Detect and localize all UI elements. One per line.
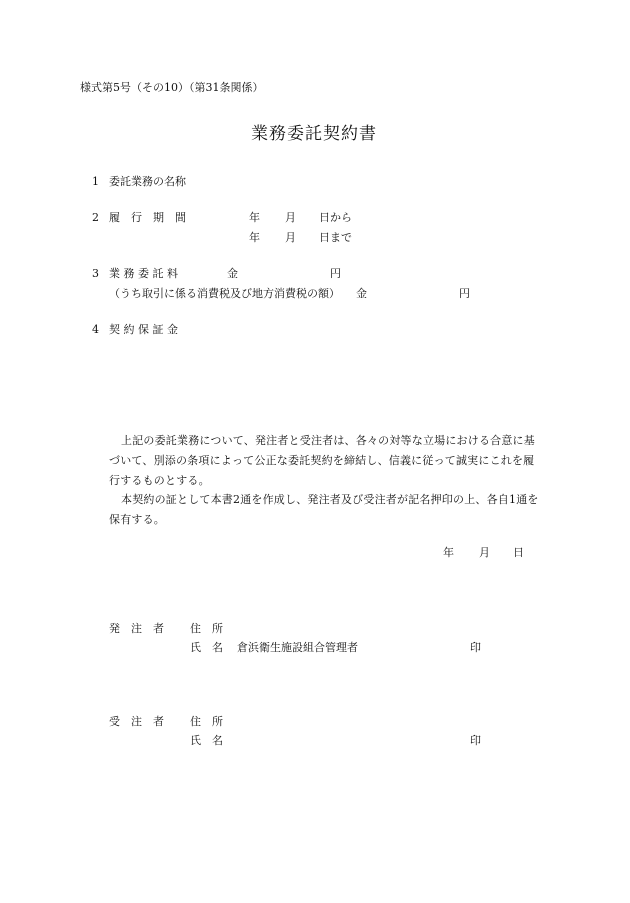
- paragraph-1-line-1: 上記の委託業務について、発注者と受注者は、各々の対等な立場における合意に基: [121, 434, 535, 447]
- item-3-label: 業 務 委 託 料: [109, 267, 178, 280]
- orderer-role: 発 注 者: [109, 622, 164, 635]
- period-from-month: 月: [285, 211, 296, 224]
- contractor-seal: 印: [470, 734, 481, 747]
- item-2-number: 2: [92, 211, 99, 224]
- item-2-label: 履 行 期 間: [109, 211, 186, 224]
- tax-unit: 円: [459, 287, 470, 300]
- paragraph-2-line-2: 保有する。: [109, 513, 165, 526]
- orderer-name-label: 氏 名: [190, 641, 223, 654]
- contractor-address-label: 住 所: [190, 715, 223, 728]
- orderer-name-value: 倉浜衛生施設組合管理者: [237, 641, 358, 654]
- contractor-name-label: 氏 名: [190, 734, 223, 747]
- fee-unit: 円: [330, 267, 341, 280]
- tax-note: （うち取引に係る消費税及び地方消費税の額）: [109, 287, 340, 300]
- fee-prefix: 金: [227, 267, 238, 280]
- date-day: 日: [513, 546, 524, 559]
- contractor-role: 受 注 者: [109, 715, 164, 728]
- period-to-month: 月: [285, 231, 296, 244]
- document-title: 業務委託契約書: [251, 124, 377, 144]
- item-1-label: 委託業務の名称: [109, 175, 186, 188]
- period-from-day: 日から: [319, 211, 352, 224]
- paragraph-1-line-3: 行するものとする。: [109, 474, 210, 487]
- form-number: 様式第5号（その10）（第31条関係）: [80, 81, 264, 94]
- orderer-seal: 印: [470, 641, 481, 654]
- tax-prefix: 金: [356, 287, 367, 300]
- item-3-number: 3: [92, 267, 99, 280]
- item-4-label: 契 約 保 証 金: [109, 323, 178, 336]
- paragraph-1-line-2: づいて、別添の条項によって公正な委託契約を締結し、信義に従って誠実にこれを履: [109, 454, 535, 467]
- period-to-year: 年: [249, 231, 260, 244]
- date-month: 月: [479, 546, 490, 559]
- date-year: 年: [443, 546, 454, 559]
- period-from-year: 年: [249, 211, 260, 224]
- period-to-day: 日まで: [319, 231, 352, 244]
- item-1-number: 1: [92, 175, 99, 188]
- orderer-address-label: 住 所: [190, 622, 223, 635]
- item-4-number: 4: [92, 323, 99, 336]
- paragraph-2-line-1: 本契約の証として本書2通を作成し、発注者及び受注者が記名押印の上、各自1通を: [121, 493, 539, 506]
